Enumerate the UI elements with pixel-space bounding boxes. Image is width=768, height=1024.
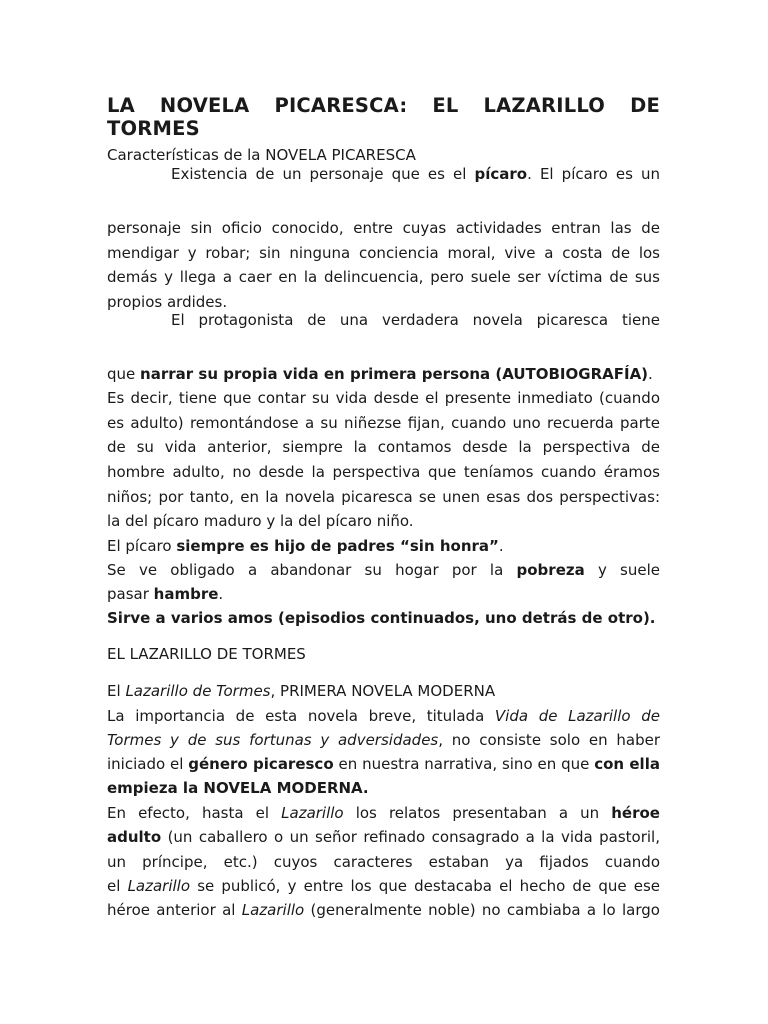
text-run: (un caballero o un señor refinado consagrado a la vida pastoril, — [167, 828, 660, 846]
paragraph-line-bold: Sirve a varios amos (episodios continuados, uno detrás de otro). — [107, 609, 656, 627]
text-run: . El pícaro es un — [527, 165, 661, 183]
text-run: héroe anterior al — [107, 901, 236, 919]
paragraph-line — [107, 801, 660, 826]
text-run: el — [107, 877, 121, 895]
paragraph-line — [107, 874, 660, 899]
paragraph-line: un príncipe, etc.) cuyos caracteres estaban ya fijados cuando — [107, 853, 660, 871]
text-run: y suele — [597, 561, 660, 579]
paragraph-line — [107, 362, 660, 387]
paragraph-line — [107, 728, 660, 753]
doc-title-line-2: TORMES — [107, 117, 200, 140]
paragraph-line: la del pícaro maduro y la del pícaro niño. — [107, 512, 414, 530]
italic-title: Lazarillo de Tormes — [125, 682, 271, 700]
section-heading-lazarillo: EL LAZARILLO DE TORMES — [107, 645, 306, 663]
paragraph-line — [107, 534, 660, 559]
bold-text-picaro: pícaro — [474, 165, 528, 183]
paragraph-line: niños; por tanto, en la novela picaresca se unen esas dos perspectivas: — [107, 488, 660, 506]
text-run: El — [107, 682, 121, 700]
text-run: El pícaro — [107, 537, 172, 555]
paragraph-line — [107, 558, 660, 583]
paragraph-line-bold: empieza la NOVELA MODERNA. — [107, 779, 369, 797]
bold-text-adulto: adulto — [107, 828, 162, 846]
paragraph-line: Es decir, tiene que contar su vida desde el presente inmediato (cuando — [107, 389, 660, 407]
text-run: (generalmente noble) no cambiaba a lo largo — [310, 901, 660, 919]
paragraph-line: hombre adulto, no desde la perspectiva que teníamos cuando éramos — [107, 463, 660, 481]
section-heading-caracteristicas: Características de la NOVELA PICARESCA — [107, 146, 416, 164]
bold-text-pobreza: pobreza — [516, 561, 585, 579]
text-run: En efecto, hasta el — [107, 804, 270, 822]
bold-text-autobiografia: narrar su propia vida en primera persona (AUTOBIOGRAFÍA) — [140, 365, 649, 383]
paragraph-line — [107, 582, 660, 607]
text-run: que — [107, 365, 136, 383]
text-run: . — [648, 365, 653, 383]
subheading-primera-novela-moderna — [107, 679, 660, 704]
italic-text: Tormes y de sus fortunas y adversidades — [107, 731, 439, 749]
bold-text-genero-picaresco: género picaresco — [188, 755, 334, 773]
text-run: . — [498, 537, 504, 555]
paragraph-line: El protagonista de una verdadera novela picaresca tiene — [171, 311, 660, 329]
bold-text-con-ella: con ella — [594, 755, 660, 773]
bold-text-sin-honra: siempre es hijo de padres “sin honra” — [176, 537, 499, 555]
text-run: iniciado el — [107, 755, 184, 773]
bold-text-hambre: hambre — [153, 585, 219, 603]
paragraph-line — [107, 825, 660, 850]
text-run: en nuestra narrativa, sino en que — [338, 755, 590, 773]
paragraph-line: mendigar y robar; sin ninguna conciencia moral, vive a costa de los — [107, 244, 660, 262]
text-run: . — [218, 585, 224, 603]
paragraph-line: personaje sin oficio conocido, entre cuyas actividades entran las de — [107, 219, 660, 237]
paragraph-line — [171, 162, 660, 187]
italic-text: Vida de Lazarillo de — [494, 707, 660, 725]
text-run: los relatos presentaban a un — [355, 804, 600, 822]
paragraph-line — [107, 704, 660, 729]
bold-text-heroe: héroe — [611, 804, 660, 822]
paragraph-line — [107, 752, 660, 777]
paragraph-line: propios ardides. — [107, 293, 228, 311]
text-run: La importancia de esta novela breve, titulada — [107, 707, 485, 725]
paragraph-line: de su vida anterior, siempre la contamos desde la perspectiva de — [107, 438, 660, 456]
paragraph-line: es adulto) remontándose a su niñezse fijan, cuando uno recuerda parte — [107, 414, 660, 432]
italic-text: Lazarillo — [281, 804, 344, 822]
text-run: pasar — [107, 585, 149, 603]
text-run: Se ve obligado a abandonar su hogar por la — [107, 561, 504, 579]
paragraph-line — [107, 898, 660, 923]
text-run: se publicó, y entre los que destacaba el hecho de que ese — [197, 877, 660, 895]
text-run: Existencia de un personaje que es el — [171, 165, 467, 183]
text-run: , PRIMERA NOVELA MODERNA — [270, 682, 496, 700]
italic-text: Lazarillo — [241, 901, 305, 919]
doc-title-line-1: LA NOVELA PICARESCA: EL LAZARILLO DE — [107, 94, 660, 117]
paragraph-line: demás y llega a caer en la delincuencia, pero suele ser víctima de sus — [107, 268, 660, 286]
italic-text: Lazarillo — [127, 877, 191, 895]
text-run: , no consiste solo en haber — [438, 731, 660, 749]
